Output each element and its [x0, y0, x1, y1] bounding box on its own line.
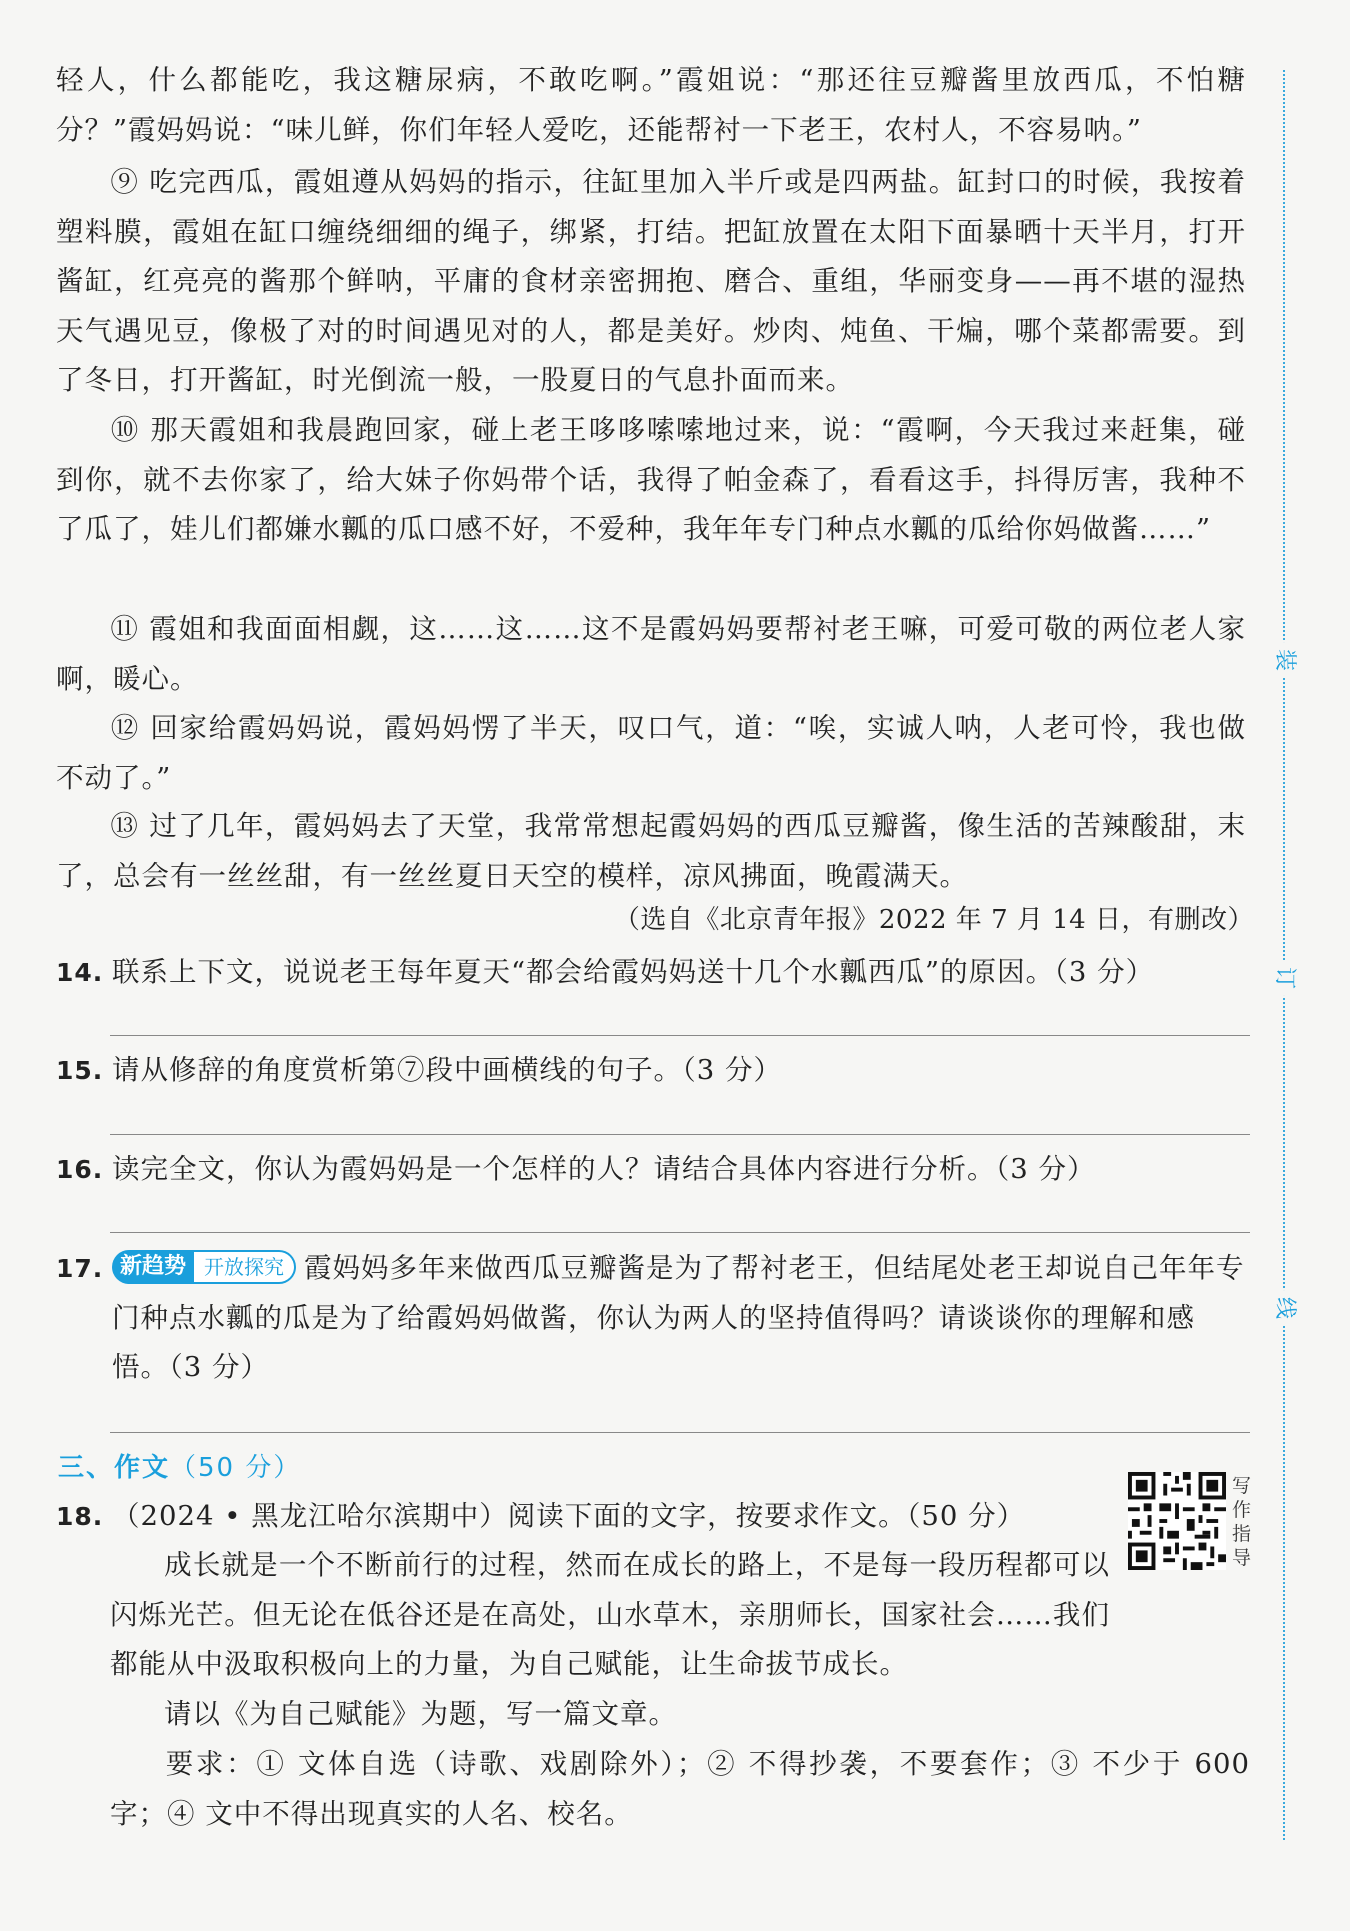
section-title-composition — [58, 1447, 301, 1484]
qr-code-icon[interactable] — [1128, 1472, 1226, 1570]
binding-cut-line — [1283, 70, 1285, 1840]
question-15 — [56, 1046, 1251, 1096]
answer-line-15[interactable] — [110, 1134, 1250, 1135]
question-number: 16. — [56, 1155, 104, 1184]
question-text: 请从修辞的角度赏析第⑦段中画横线的句子。（3 分） — [112, 1054, 782, 1086]
paragraph-10-text: ⑩ 那天霞姐和我晨跑回家，碰上老王哆哆嗦嗦地过来，说：“霞啊，今天我过来赶集，碰到你，就不去你家了，给大妹子你妈带个话，我得了帕金森了，看看这手，抖得厉害，我种不了瓜了，娃儿们都嫌水瓤的瓜口感不好，不爱种，我年年专门种点水瓤的瓜给你妈做酱……” — [56, 414, 1246, 545]
essay-prompt-text: 成长就是一个不断前行的过程，然而在成长的路上，不是每一段历程都可以闪烁光芒。但无论在低谷还是在高处，山水草木，亲朋师长，国家社会……我们都能从中汲取积极向上的力量，为自己赋能，让生命拔节成长。 — [110, 1549, 1110, 1680]
passage-paragraph-10 — [56, 406, 1246, 555]
answer-line-14[interactable] — [110, 1035, 1250, 1036]
passage-paragraph-continued: 轻人，什么都能吃，我这糖尿病，不敢吃啊。”霞姐说：“那还往豆瓣酱里放西瓜，不怕糖分？”霞妈妈说：“味儿鲜，你们年轻人爱吃，还能帮衬一下老王，农村人，不容易呐。” — [56, 64, 1246, 146]
essay-prompt-paragraph — [110, 1541, 1110, 1690]
question-text: （2024 • 黑龙江哈尔滨期中）阅读下面的文字，按要求作文。（50 分） — [112, 1500, 1026, 1532]
section-score: （50 分） — [170, 1453, 302, 1483]
badge-main: 新趋势 — [112, 1250, 194, 1284]
passage-paragraph-9 — [56, 158, 1246, 406]
question-text: 联系上下文，说说老王每年夏天“都会给霞妈妈送十几个水瓤西瓜”的原因。（3 分） — [112, 956, 1155, 988]
badge-sub: 开放探究 — [194, 1250, 296, 1284]
passage-paragraph-11 — [56, 605, 1246, 704]
paragraph-13-text: ⑬ 过了几年，霞妈妈去了天堂，我常常想起霞妈妈的西瓜豆瓣酱，像生活的苦辣酸甜，末了，总会有一丝丝甜，有一丝丝夏日天空的模样，凉风拂面，晚霞满天。 — [56, 810, 1246, 892]
answer-line-16[interactable] — [110, 1232, 1250, 1233]
question-16 — [56, 1145, 1251, 1195]
question-number: 17. — [56, 1254, 104, 1283]
passage-source: （选自《北京青年报》2022 年 7 月 14 日，有删改） — [613, 905, 1254, 935]
essay-requirements-text: 要求：① 文体自选（诗歌、戏剧除外）；② 不得抄袭，不要套作；③ 不少于 600 字；④ 文中不得出现真实的人名、校名。 — [110, 1748, 1250, 1830]
passage-paragraph-13 — [56, 802, 1246, 901]
paragraph-12-text: ⑫ 回家给霞妈妈说，霞妈妈愣了半天，叹口气，道：“唉，实诚人呐，人老可怜，我也做不动了。” — [56, 712, 1246, 794]
essay-instruction — [110, 1690, 1250, 1740]
essay-instruction-text: 请以《为自己赋能》为题，写一篇文章。 — [164, 1698, 677, 1730]
essay-requirements — [110, 1740, 1250, 1839]
section-title-text: 三、作文 — [58, 1453, 171, 1483]
question-number: 14. — [56, 958, 104, 987]
new-trend-badge — [112, 1250, 296, 1284]
question-14 — [56, 948, 1251, 998]
paragraph-9-text: ⑨ 吃完西瓜，霞姐遵从妈妈的指示，往缸里加入半斤或是四两盐。缸封口的时候，我按着塑料膜，霞姐在缸口缠绕细细的绳子，绑紧，打结。把缸放置在太阳下面暴晒十天半月，打开酱缸，红亮亮的酱那个鲜呐，平庸的食材亲密拥抱、磨合、重组，华丽变身——再不堪的湿热天气遇见豆，像极了对的时间遇见对的人，都是美好。炒肉、炖鱼、干煸，哪个菜都需要。到了冬日，打开酱缸，时光倒流一般，一股夏日的气息扑面而来。 — [56, 166, 1246, 396]
cut-line-label: 装 — [1266, 642, 1302, 678]
passage-paragraph-12 — [56, 704, 1246, 803]
question-number: 18. — [56, 1502, 104, 1531]
question-number: 15. — [56, 1056, 104, 1085]
qr-caption: 写作指导 — [1232, 1475, 1252, 1569]
cut-line-label: 订 — [1266, 960, 1302, 996]
question-text: 霞妈妈多年来做西瓜豆瓣酱是为了帮衬老王，但结尾处老王却说自己年年专门种点水瓤的瓜是为了给霞妈妈做酱，你认为两人的坚持值得吗？请谈谈你的理解和感悟。（3 分） — [112, 1252, 1245, 1383]
question-text: 读完全文，你认为霞妈妈是一个怎样的人？请结合具体内容进行分析。（3 分） — [112, 1153, 1096, 1185]
question-17 — [56, 1244, 1251, 1393]
answer-line-17[interactable] — [110, 1432, 1250, 1433]
question-18 — [56, 1492, 1116, 1542]
paragraph-11-text: ⑪ 霞姐和我面面相觑，这……这……这不是霞妈妈要帮衬老王嘛，可爱可敬的两位老人家啊，暖心。 — [56, 613, 1246, 695]
cut-line-label: 线 — [1266, 1290, 1302, 1326]
